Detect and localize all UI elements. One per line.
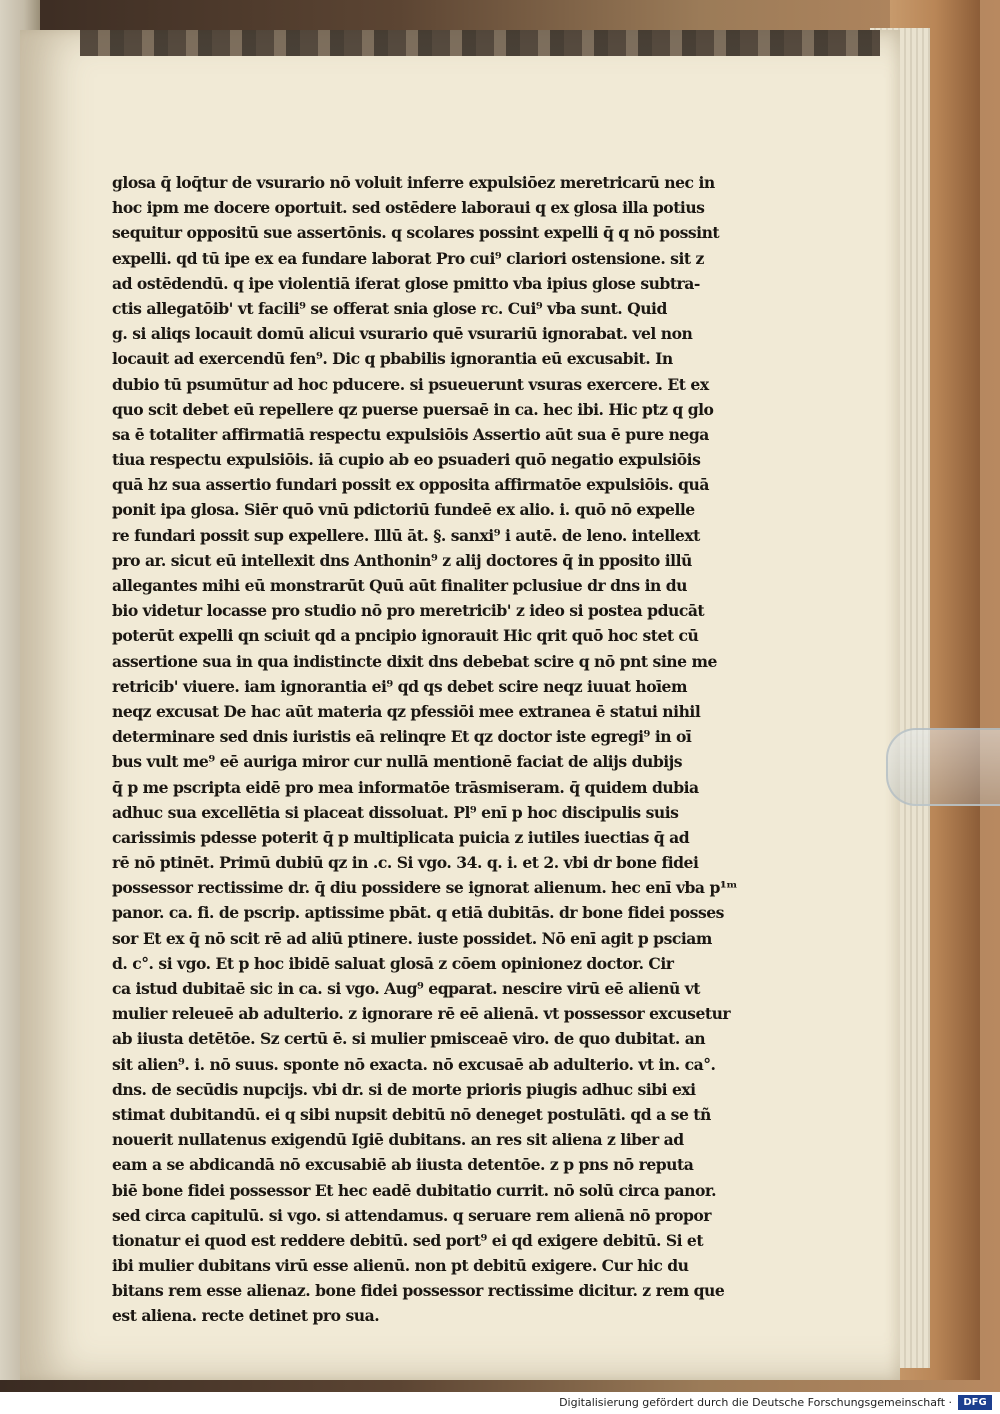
page-clip [886, 728, 1000, 806]
text-line: ca istud dubitaē sic in ca. si vgo. Aug⁹ eqparat. nescire virū eē alienū vt [112, 979, 700, 998]
text-line: est aliena. recte detinet pro sua. [112, 1306, 380, 1326]
text-line: re fundari possit sup expellere. Illū āt. §. sanxi⁹ i autē. de leno. intellext [112, 525, 700, 545]
text-line: stimat dubitandū. ei q sibi nupsit debitū nō deneget postulāti. qd a se tñ [112, 1104, 711, 1124]
text-line: determinare sed dnis iuristis eā relinqre Et qz doctor iste egregi⁹ in oī [112, 727, 692, 747]
text-line: pro ar. sicut eū intellexit dns Anthonin⁹ z alij doctores q̄ in pposito illū [112, 550, 692, 570]
text-line: quā hz sua assertio fundari possit ex opposita affirmatōe expulsiōis. quā [112, 475, 709, 495]
text-line: allegantes mihi eū monstrarūt Quū aūt finaliter pclusiue dr dns in du [112, 576, 688, 595]
text-line: ctis allegatōib' vt facili⁹ se offerat snia glose rc. Cui⁹ vba sunt. Quid [112, 298, 667, 318]
text-line: bio videtur locasse pro studio nō pro meretricib' z ideo si postea pducāt [112, 601, 705, 621]
text-line: sed circa capitulū. si vgo. si attendamus. q seruare rem alienā nō propor [112, 1205, 712, 1225]
text-line: biē bone fidei possessor Et hec eadē dubitatio currit. nō solū circa panor. [112, 1180, 717, 1200]
text-line: dubio tū psumūtur ad hoc pducere. si psueuerunt vsuras exercere. Et ex [112, 374, 709, 394]
text-line: bus vult me⁹ eē auriga miror cur nullā mentionē faciat de alijs dubijs [112, 752, 683, 772]
text-line: tiua respectu expulsiōis. iā cupio ab eo psuaderi quō negatio expulsiōis [112, 450, 701, 470]
text-line: locauit ad exercendū fen⁹. Dic q pbabilis ignorantia eū excusabit. In [112, 349, 673, 369]
dfg-logo: DFG [958, 1395, 992, 1410]
text-line: rē nō ptinēt. Primū dubiū qz in .c. Si vgo. 34. q. i. et 2. vbi dr bone fidei [112, 853, 699, 873]
text-line: expelli. qd tū ipe ex ea fundare laborat Pro cui⁹ clariori ostensione. sit z [112, 248, 704, 268]
text-line: glosa q̄ loq̄tur de vsurario nō voluit inferre expulsiōez meretricarū nec in [112, 173, 715, 192]
footer-bar [0, 1392, 1000, 1414]
text-line: sor Et ex q̄ nō scit rē ad aliū ptinere. iuste possidet. Nō enī agit p psciam [112, 928, 712, 948]
text-line: bitans rem esse alienaz. bone fidei possessor rectissime dicitur. z rem que [112, 1281, 725, 1301]
text-line: assertione sua in qua indistincte dixit dns debebat scire q nō pnt sine me [112, 651, 717, 671]
text-line: mulier releueē ab adulterio. z ignorare rē eē alienā. vt possessor excusetur [112, 1004, 731, 1024]
text-line: neqz excusat De hac aūt materia qz pfessiōi mee extranea ē statui nihil [112, 701, 701, 721]
previous-page-fragment [80, 30, 880, 56]
text-line: q̄ p me pscripta eidē pro mea informatōe trāsmiseram. q̄ quidem dubia [112, 777, 699, 797]
text-line: carissimis pdesse poterit q̄ p multiplicata puicia z iutiles iuectias q̄ ad [112, 827, 690, 847]
text-line: ibi mulier dubitans virū esse alienū. non pt debitū exigere. Cur hic du [112, 1256, 689, 1276]
text-line: poterūt expelli qn sciuit qd a pncipio ignorauit Hic qrit quō hoc stet cū [112, 626, 699, 646]
text-line: sequitur oppositū sue assertōnis. q scolares possint expelli q̄ q nō possint [112, 223, 720, 243]
text-line: dns. de secūdis nupcijs. vbi dr. si de morte prioris piugis adhuc sibi exi [112, 1079, 696, 1099]
text-line: d. c°. si vgo. Et p hoc ibidē saluat glosā z cōem opinionez doctor. Cir [112, 953, 674, 973]
book-page [20, 30, 900, 1380]
text-line: quo scit debet eū repellere qz puerse puersaē in ca. hec ibi. Hic ptz q glo [112, 399, 714, 419]
text-line: retricib' viuere. iam ignorantia ei⁹ qd qs debet scire neqz iuuat hoīem [112, 676, 687, 696]
text-line: sit alien⁹. i. nō suus. sponte nō exacta. nō excusaē ab adulterio. vt in. ca°. [112, 1054, 716, 1074]
text-line: adhuc sua excellētia si placeat dissoluat. Pl⁹ enī p hoc discipulis suis [112, 802, 679, 822]
text-line: tionatur ei quod est reddere debitū. sed port⁹ ei qd exigere debitū. Si et [112, 1230, 704, 1250]
text-line: possessor rectissime dr. q̄ diu possidere se ignorat alienum. hec enī vba p¹ᵐ [112, 878, 738, 898]
text-line: hoc ipm me docere oportuit. sed ostēdere laboraui q ex glosa illa potius [112, 198, 705, 218]
text-line: sa ē totaliter affirmatiā respectu expulsiōis Assertio aūt sua ē pure nega [112, 424, 709, 444]
text-line: ab iiusta detētōe. Sz certū ē. si mulier pmisceaē viro. de quo dubitat. an [112, 1029, 706, 1049]
text-line: g. si aliqs locauit domū alicui vsurario quē vsurariū ignorabat. vel non [112, 324, 693, 344]
text-block [112, 170, 740, 1329]
text-line: eam a se abdicandā nō excusabiē ab iiusta detentōe. z p pns nō reputa [112, 1155, 694, 1175]
text-line: ad ostēdendū. q ipe violentiā iferat glose pmitto vba ipius glose subtra- [112, 273, 700, 293]
text-line: nouerit nullatenus exigendū Igiē dubitans. an res sit aliena z liber ad [112, 1130, 684, 1150]
text-line: panor. ca. fi. de pscrip. aptissime pbāt. q etiā dubitās. dr bone fidei posses [112, 903, 724, 923]
footer-credit: Digitalisierung gefördert durch die Deutsche Forschungsgemeinschaft · [559, 1396, 952, 1409]
text-line: ponit ipa glosa. Siēr quō vnū pdictoriū fundeē ex alio. i. quō nō expelle [112, 500, 695, 520]
